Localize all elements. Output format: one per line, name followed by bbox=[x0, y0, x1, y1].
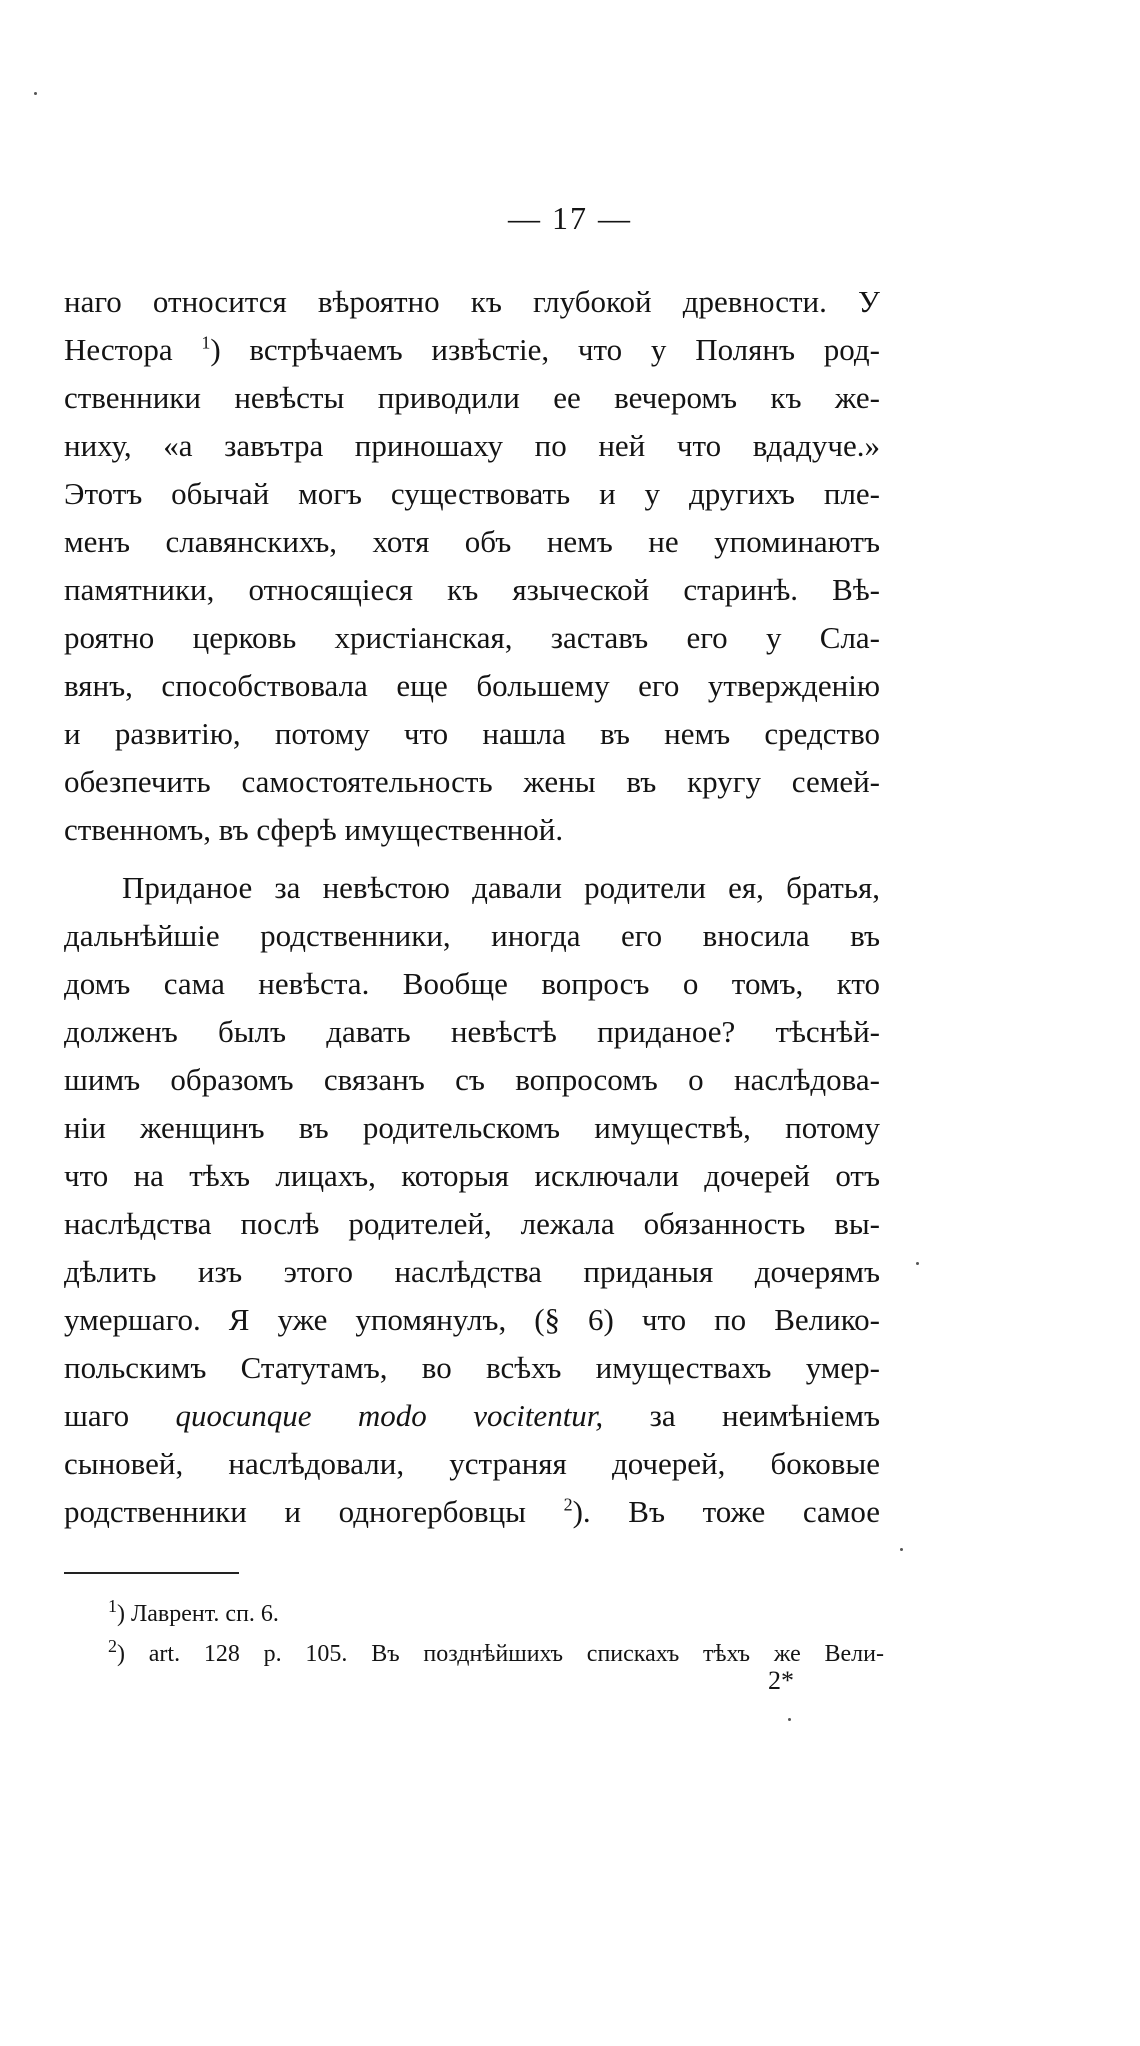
text-line: польскимъ Статутамъ, во всѣхъ имуществахъ умер- bbox=[64, 1350, 880, 1385]
text-line: сыновей, наслѣдовали, устраняя дочерей, боковые bbox=[64, 1446, 880, 1481]
signature-mark: 2* bbox=[768, 1666, 794, 1695]
paragraph bbox=[64, 278, 880, 854]
scan-speck bbox=[900, 1548, 903, 1551]
text-line: вянъ, способствовала еще большему его утвержденію bbox=[64, 668, 880, 703]
paragraph-gap bbox=[64, 854, 880, 864]
footnote-divider bbox=[64, 1572, 239, 1574]
text-line: что на тѣхъ лицахъ, которыя исключали дочерей отъ bbox=[64, 1158, 880, 1193]
body-text bbox=[64, 278, 880, 1536]
paragraph bbox=[64, 864, 880, 1536]
text-line: наслѣдства послѣ родителей, лежала обязанность вы- bbox=[64, 1206, 880, 1241]
text-line: Этотъ обычай могъ существовать и у другихъ пле- bbox=[64, 476, 880, 511]
text-line: памятники, относящіеся къ языческой старинѣ. Вѣ- bbox=[64, 572, 880, 607]
text-line: дальнѣйшіе родственники, иногда его вносила въ bbox=[64, 918, 880, 953]
text-line: и развитію, потому что нашла въ немъ средство bbox=[64, 716, 880, 751]
text-line: ственномъ, въ сферѣ имущественной. bbox=[64, 812, 564, 847]
text-line: шимъ образомъ связанъ съ вопросомъ о наслѣдова- bbox=[64, 1062, 880, 1097]
scan-speck bbox=[34, 92, 37, 95]
text-line: умершаго. Я уже упомянулъ, (§ 6) что по Велико- bbox=[64, 1302, 880, 1337]
footnote-2: $^2$) art. 128 p. 105. Въ позднѣйшихъ спискахъ тѣхъ же Вели- bbox=[108, 1636, 884, 1667]
scan-speck bbox=[916, 1262, 919, 1265]
text-line: домъ сама невѣста. Вообще вопросъ о томъ, кто bbox=[64, 966, 880, 1001]
text-line: родственники и одногербовцы $^2$). Въ тоже самое bbox=[64, 1494, 880, 1529]
text-line: менъ славянскихъ, хотя объ немъ не упоминаютъ bbox=[64, 524, 880, 559]
footnotes bbox=[108, 1594, 884, 1674]
text-line: наго относится вѣроятно къ глубокой древности. У bbox=[64, 284, 880, 319]
footnote-1: $^1$) Лаврент. сп. 6. bbox=[108, 1596, 279, 1627]
text-line: ственники невѣсты приводили ее вечеромъ къ же- bbox=[64, 380, 880, 415]
text-line: обезпечить самостоятельность жены въ кругу семей- bbox=[64, 764, 880, 799]
text-line: дѣлить изъ этого наслѣдства приданыя дочерямъ bbox=[64, 1254, 880, 1289]
scan-speck bbox=[788, 1718, 791, 1721]
text-line: ніи женщинъ въ родительскомъ имуществѣ, потому bbox=[64, 1110, 880, 1145]
text-line: Приданое за невѣстою давали родители ея, братья, bbox=[122, 870, 880, 905]
text-line: Нестора $^1$) встрѣчаемъ извѣстіе, что у Полянъ род- bbox=[64, 332, 880, 367]
text-line: шаго quocunque modo vocitentur, за неимѣніемъ bbox=[64, 1398, 880, 1433]
text-line: роятно церковь христіанская, заставъ его у Сла- bbox=[64, 620, 880, 655]
text-line: ниху, «а завътра приношаху по ней что вдадуче.» bbox=[64, 428, 880, 463]
page-number: — 17 — bbox=[508, 200, 632, 236]
text-line: долженъ былъ давать невѣстѣ приданое? тѣснѣй- bbox=[64, 1014, 880, 1049]
